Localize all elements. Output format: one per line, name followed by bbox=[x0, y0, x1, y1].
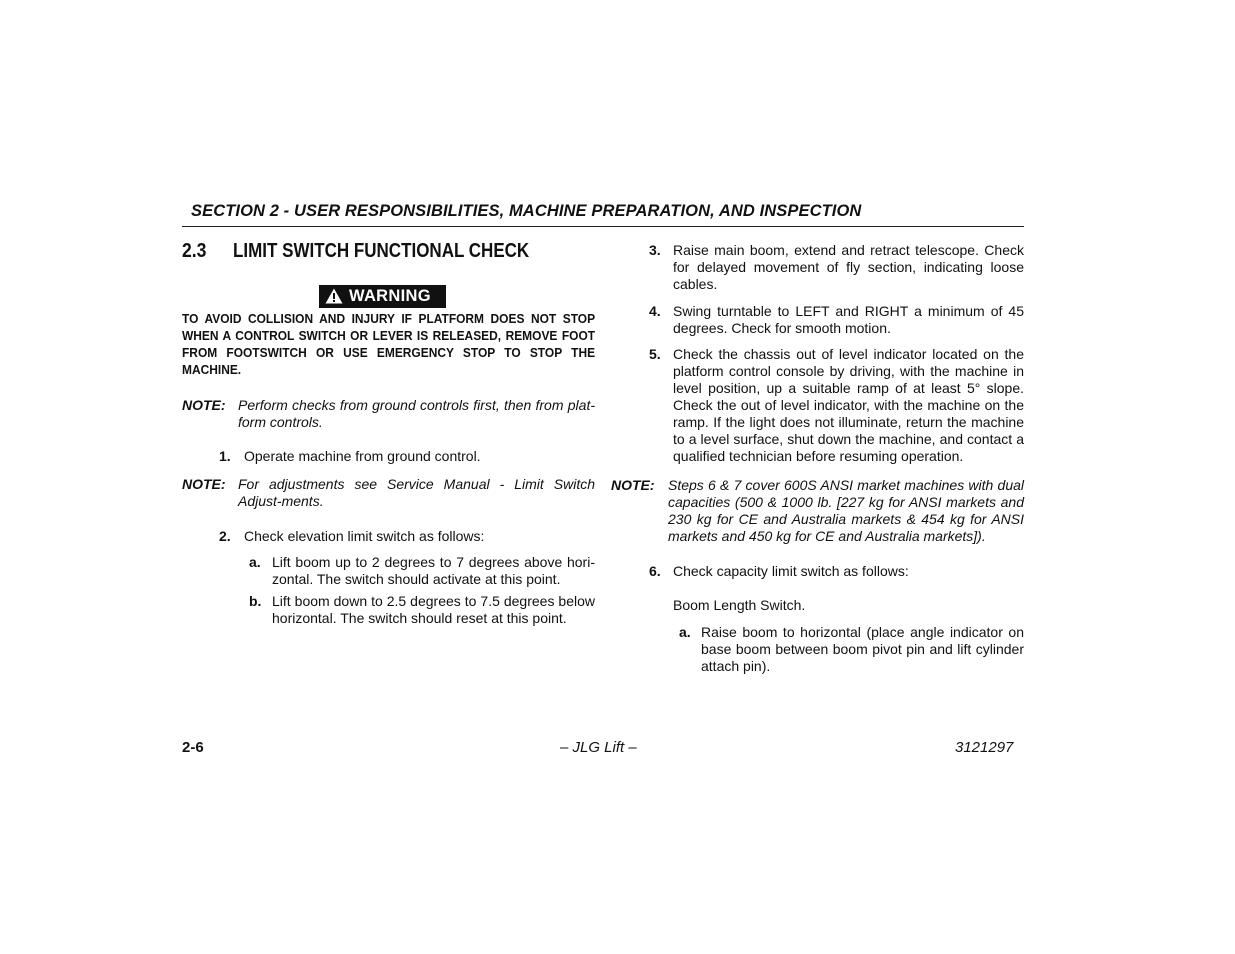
step-text: Operate machine from ground control. bbox=[244, 448, 481, 464]
step-number: 1. bbox=[219, 448, 231, 464]
substep-text: Lift boom up to 2 degrees to 7 degrees above hori-zontal. The switch should activate at this point. bbox=[272, 554, 595, 587]
step-text: Raise main boom, extend and retract telescope. Check for delayed movement of fly section, indicating loose cables. bbox=[673, 242, 1024, 292]
section-header: SECTION 2 - USER RESPONSIBILITIES, MACHINE PREPARATION, AND INSPECTION bbox=[191, 202, 862, 220]
footer-brand: – JLG Lift – bbox=[560, 739, 637, 756]
warning-badge bbox=[319, 285, 446, 308]
header-rule bbox=[182, 226, 1024, 227]
step-number: 6. bbox=[649, 563, 661, 579]
note-label: NOTE: bbox=[182, 397, 226, 413]
section-title: LIMIT SWITCH FUNCTIONAL CHECK bbox=[233, 240, 530, 262]
section-number: 2.3 bbox=[182, 240, 207, 262]
note-label: NOTE: bbox=[611, 477, 655, 493]
warning-text: TO AVOID COLLISION AND INJURY IF PLATFORM DOES NOT STOP WHEN A CONTROL SWITCH OR LEVER IS RELEASED, REMOVE FOOT FROM FOOTSWITCH OR USE EMERGENCY STOP TO STOP THE MACHINE. bbox=[182, 311, 596, 377]
step-number: 2. bbox=[219, 528, 231, 544]
step-text: Check the chassis out of level indicator located on the platform control console by driving, with the machine in level position, up a suitable ramp of at least 5° slope. Check the out of level indicator, with the machine on the ramp. If the light does not illuminate, return the machine to a level surface, shut down the machine, and contact a qualified technician before resuming operation. bbox=[673, 346, 1024, 464]
substep-text: Raise boom to horizontal (place angle indicator on base boom between boom pivot pin and lift cylinder attach pin). bbox=[701, 624, 1024, 674]
warning-triangle-icon bbox=[325, 288, 343, 304]
note-text: For adjustments see Service Manual - Limit Switch Adjust-ments. bbox=[238, 476, 595, 509]
document-number: 3121297 bbox=[955, 739, 1014, 756]
note-label: NOTE: bbox=[182, 476, 226, 492]
step-number: 3. bbox=[649, 242, 661, 258]
step-number: 5. bbox=[649, 346, 661, 362]
step-text: Swing turntable to LEFT and RIGHT a minimum of 45 degrees. Check for smooth motion. bbox=[673, 303, 1024, 336]
step-text: Check elevation limit switch as follows: bbox=[244, 528, 485, 544]
substep-label: a. bbox=[679, 624, 691, 640]
page-number: 2-6 bbox=[182, 739, 204, 756]
substep-text: Lift boom down to 2.5 degrees to 7.5 degrees below horizontal. The switch should reset at this point. bbox=[272, 593, 595, 626]
warning-label: WARNING bbox=[349, 287, 431, 305]
sub-heading: Boom Length Switch. bbox=[673, 597, 806, 613]
step-number: 4. bbox=[649, 303, 661, 319]
substep-label: a. bbox=[249, 554, 261, 570]
note-text: Steps 6 & 7 cover 600S ANSI market machines with dual capacities (500 & 1000 lb. [227 kg for ANSI markets and 230 kg for CE and Australia markets & 454 kg for ANSI markets and 450 kg for CE and Australia markets]). bbox=[668, 477, 1024, 544]
note-text: Perform checks from ground controls first, then from plat-form controls. bbox=[238, 397, 595, 430]
step-text: Check capacity limit switch as follows: bbox=[673, 563, 909, 579]
substep-label: b. bbox=[249, 593, 262, 609]
